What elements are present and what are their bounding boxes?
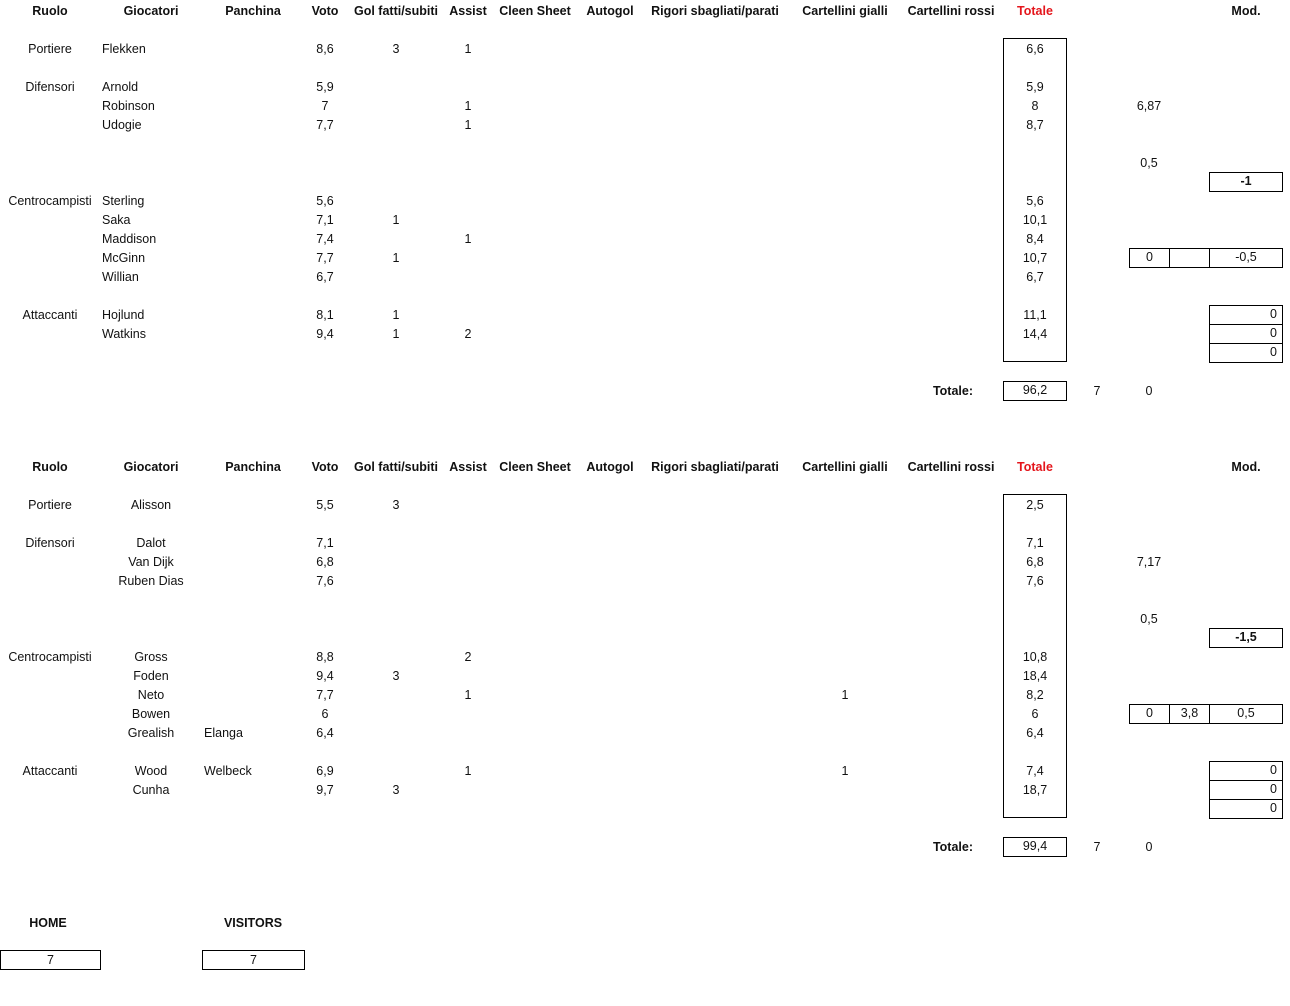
header-gol: Gol fatti/subiti <box>353 460 439 474</box>
assist-value: 1 <box>464 42 472 56</box>
player-name: Neto <box>137 688 165 702</box>
visitors-score: 7 <box>250 953 257 967</box>
gol-value: 1 <box>392 308 400 322</box>
header-totale: Totale <box>1017 4 1053 18</box>
assist-value <box>449 496 487 515</box>
gialli-value <box>792 97 898 116</box>
totale-value: 7,4 <box>1026 764 1044 778</box>
bench-player <box>204 211 304 230</box>
mid-mod-value: -0,5 <box>1235 250 1257 264</box>
gialli-value <box>792 724 898 743</box>
voto-value: 8,1 <box>316 308 334 322</box>
totale-value: 14,4 <box>1022 327 1048 341</box>
totale-value: 2,5 <box>1026 498 1044 512</box>
defense-average: 7,17 <box>1136 555 1162 569</box>
header-panchina: Panchina <box>225 4 281 18</box>
gol-value: 1 <box>392 213 400 227</box>
voto-value: 7,1 <box>316 213 334 227</box>
gialli-value <box>792 40 898 59</box>
header-rossi: Cartellini rossi <box>907 460 995 474</box>
bench-player <box>204 667 304 686</box>
attack-mod-value: 0 <box>1270 801 1277 815</box>
totale-value: 6,8 <box>1026 555 1044 569</box>
role-label-attaccanti: Attaccanti <box>22 764 78 778</box>
header-cleen: Cleen Sheet <box>499 4 571 18</box>
mid-value-b <box>1169 248 1210 267</box>
bench-player <box>204 705 304 724</box>
gialli-value <box>792 572 898 591</box>
header-rossi: Cartellini rossi <box>907 4 995 18</box>
bench-player <box>204 306 304 325</box>
gol-value: 3 <box>392 783 400 797</box>
player-name: Bowen <box>131 707 171 721</box>
header-mod: Mod. <box>1231 460 1261 474</box>
voto-value: 6,4 <box>316 726 334 740</box>
role-label-attaccanti: Attaccanti <box>22 308 78 322</box>
player-name: McGinn <box>102 251 146 265</box>
gialli-value <box>792 781 898 800</box>
voto-value: 6 <box>321 707 329 721</box>
attack-mod-value: 0 <box>1270 763 1277 777</box>
bench-player <box>204 40 304 59</box>
role-label-difensori: Difensori <box>25 536 75 550</box>
gialli-value <box>792 496 898 515</box>
player-name: Ruben Dias <box>118 574 184 588</box>
gialli-value <box>792 648 898 667</box>
gol-value <box>348 97 444 116</box>
voto-value: 9,4 <box>316 669 334 683</box>
player-name: Van Dijk <box>128 555 174 569</box>
gol-value: 3 <box>392 498 400 512</box>
player-name: Udogie <box>102 118 142 132</box>
header-voto: Voto <box>311 460 339 474</box>
header-giocatori: Giocatori <box>123 4 179 18</box>
assist-value <box>449 553 487 572</box>
voto-value: 6,7 <box>316 270 334 284</box>
header-gialli: Cartellini gialli <box>802 4 888 18</box>
team-score: 7 <box>1093 384 1101 398</box>
header-panchina: Panchina <box>225 460 281 474</box>
totale-value: 8,4 <box>1026 232 1044 246</box>
header-autogol: Autogol <box>586 460 634 474</box>
totale-value: 6,4 <box>1026 726 1044 740</box>
role-label-centrocampisti: Centrocampisti <box>8 650 92 664</box>
bench-player <box>204 97 304 116</box>
bench-player <box>204 268 304 287</box>
mod-defense-value: -1 <box>1240 174 1252 188</box>
gol-value <box>348 116 444 135</box>
header-voto: Voto <box>311 4 339 18</box>
visitors-score-cell[interactable] <box>202 950 305 970</box>
bench-player <box>204 686 304 705</box>
player-name: Maddison <box>102 232 157 246</box>
voto-value: 7,1 <box>316 536 334 550</box>
defense-bonus: 0,5 <box>1140 612 1158 626</box>
team-extra: 0 <box>1145 384 1153 398</box>
voto-value: 7,6 <box>316 574 334 588</box>
mid-value-b: 3,8 <box>1180 706 1199 720</box>
gialli-value: 1 <box>841 764 849 778</box>
gialli-value <box>792 268 898 287</box>
totale-value: 7,1 <box>1026 536 1044 550</box>
bench-player <box>204 534 304 553</box>
home-score-cell[interactable] <box>0 950 101 970</box>
player-name: Hojlund <box>102 308 145 322</box>
player-name: Dalot <box>136 536 166 550</box>
bench-player <box>204 496 304 515</box>
gialli-value <box>792 78 898 97</box>
totale-value: 5,9 <box>1026 80 1044 94</box>
mid-value-a: 0 <box>1146 706 1153 720</box>
header-rigori: Rigori sbagliati/parati <box>651 4 779 18</box>
voto-value: 7,7 <box>316 688 334 702</box>
header-gol: Gol fatti/subiti <box>353 4 439 18</box>
attack-mod-value: 0 <box>1270 326 1277 340</box>
role-label-portiere: Portiere <box>28 498 72 512</box>
assist-value <box>449 572 487 591</box>
player-name: Flekken <box>102 42 146 56</box>
gol-value <box>348 572 444 591</box>
assist-value: 2 <box>464 650 472 664</box>
header-giocatori: Giocatori <box>123 460 179 474</box>
assist-value <box>449 211 487 230</box>
gialli-value <box>792 705 898 724</box>
voto-value: 9,4 <box>316 327 334 341</box>
bench-player <box>204 781 304 800</box>
totale-column-box <box>1003 38 1067 362</box>
gialli-value <box>792 325 898 344</box>
gol-value <box>348 724 444 743</box>
totale-value: 10,7 <box>1022 251 1048 265</box>
gol-value <box>348 534 444 553</box>
voto-value: 7,7 <box>316 251 334 265</box>
gialli-value <box>792 553 898 572</box>
header-ruolo: Ruolo <box>32 4 68 18</box>
totale-value: 7,6 <box>1026 574 1044 588</box>
totale-value: 6,6 <box>1026 42 1044 56</box>
bench-player: Welbeck <box>204 764 252 778</box>
gol-value <box>348 686 444 705</box>
voto-value: 6,9 <box>316 764 334 778</box>
totale-value: 6,7 <box>1026 270 1044 284</box>
totale-value: 8,7 <box>1026 118 1044 132</box>
player-name: Willian <box>102 270 139 284</box>
assist-value <box>449 724 487 743</box>
totale-value: 8 <box>1031 99 1039 113</box>
header-rigori: Rigori sbagliati/parati <box>651 460 779 474</box>
assist-value <box>449 781 487 800</box>
totale-value: 11,1 <box>1023 308 1047 322</box>
gialli-value: 1 <box>841 688 849 702</box>
role-label-portiere: Portiere <box>28 42 72 56</box>
gol-value <box>348 705 444 724</box>
assist-value <box>449 705 487 724</box>
bench-player <box>204 648 304 667</box>
gol-value: 1 <box>392 251 400 265</box>
attack-mod-value: 0 <box>1270 782 1277 796</box>
gol-value <box>348 553 444 572</box>
header-ruolo: Ruolo <box>32 460 68 474</box>
gol-value <box>348 268 444 287</box>
totale-value: 10,1 <box>1022 213 1048 227</box>
assist-value <box>449 534 487 553</box>
gol-value: 3 <box>392 669 400 683</box>
gialli-value <box>792 192 898 211</box>
header-mod: Mod. <box>1231 4 1261 18</box>
bench-player <box>204 572 304 591</box>
totale-sum-value: 96,2 <box>1022 383 1048 397</box>
player-name: Grealish <box>127 726 175 740</box>
totale-value: 18,4 <box>1022 669 1048 683</box>
bench-player <box>204 553 304 572</box>
gol-value <box>348 648 444 667</box>
player-name: Watkins <box>102 327 146 341</box>
assist-value: 1 <box>464 764 472 778</box>
totale-value: 10,8 <box>1022 650 1048 664</box>
gialli-value <box>792 667 898 686</box>
bench-player <box>204 325 304 344</box>
defense-bonus: 0,5 <box>1140 156 1158 170</box>
home-label: HOME <box>29 916 67 930</box>
gol-value: 3 <box>392 42 400 56</box>
assist-value <box>449 306 487 325</box>
assist-value: 2 <box>464 327 472 341</box>
bench-player <box>204 116 304 135</box>
gol-value: 1 <box>392 327 400 341</box>
header-cleen: Cleen Sheet <box>499 460 571 474</box>
player-name: Arnold <box>102 80 139 94</box>
assist-value <box>449 78 487 97</box>
assist-value: 1 <box>464 688 472 702</box>
assist-value <box>449 249 487 268</box>
voto-value: 8,8 <box>316 650 334 664</box>
gialli-value <box>792 306 898 325</box>
header-totale: Totale <box>1017 460 1053 474</box>
gol-value <box>348 192 444 211</box>
totale-value: 6 <box>1031 707 1039 721</box>
bench-player <box>204 78 304 97</box>
assist-value <box>449 667 487 686</box>
bench-player <box>204 192 304 211</box>
header-assist: Assist <box>449 460 487 474</box>
mid-mod-value: 0,5 <box>1237 706 1255 720</box>
assist-value: 1 <box>464 99 472 113</box>
home-score: 7 <box>47 953 54 967</box>
voto-value: 5,9 <box>316 80 334 94</box>
player-name: Alisson <box>130 498 172 512</box>
gialli-value <box>792 211 898 230</box>
gialli-value <box>792 534 898 553</box>
role-label-centrocampisti: Centrocampisti <box>8 194 92 208</box>
header-gialli: Cartellini gialli <box>802 460 888 474</box>
attack-mod-value: 0 <box>1270 345 1277 359</box>
voto-value: 9,7 <box>316 783 334 797</box>
assist-value <box>449 268 487 287</box>
team-score: 7 <box>1093 840 1101 854</box>
gialli-value <box>792 116 898 135</box>
team-extra: 0 <box>1145 840 1153 854</box>
voto-value: 6,8 <box>316 555 334 569</box>
player-name: Saka <box>102 213 131 227</box>
voto-value: 5,5 <box>316 498 334 512</box>
role-label-difensori: Difensori <box>25 80 75 94</box>
attack-mod-value: 0 <box>1270 307 1277 321</box>
gol-value <box>348 762 444 781</box>
header-autogol: Autogol <box>586 4 634 18</box>
totale-column-box <box>1003 494 1067 818</box>
assist-value: 1 <box>464 118 472 132</box>
totale-value: 18,7 <box>1022 783 1048 797</box>
totale-label: Totale: <box>932 384 973 398</box>
player-name: Gross <box>134 650 168 664</box>
bench-player: Elanga <box>204 726 243 740</box>
defense-average: 6,87 <box>1136 99 1162 113</box>
totale-label: Totale: <box>932 840 973 854</box>
bench-player <box>204 230 304 249</box>
mid-value-a: 0 <box>1146 250 1153 264</box>
assist-value <box>449 192 487 211</box>
gialli-value <box>792 249 898 268</box>
player-name: Sterling <box>102 194 145 208</box>
header-assist: Assist <box>449 4 487 18</box>
gol-value <box>348 78 444 97</box>
bench-player <box>204 249 304 268</box>
voto-value: 7,4 <box>316 232 334 246</box>
voto-value: 7 <box>321 99 329 113</box>
voto-value: 5,6 <box>316 194 334 208</box>
totale-sum-value: 99,4 <box>1022 839 1048 853</box>
player-name: Cunha <box>132 783 170 797</box>
visitors-label: VISITORS <box>223 916 283 930</box>
voto-value: 8,6 <box>316 42 334 56</box>
player-name: Robinson <box>102 99 155 113</box>
gialli-value <box>792 230 898 249</box>
player-name: Foden <box>133 669 169 683</box>
totale-value: 8,2 <box>1026 688 1044 702</box>
totale-value: 5,6 <box>1026 194 1044 208</box>
voto-value: 7,7 <box>316 118 334 132</box>
assist-value: 1 <box>464 232 472 246</box>
mod-defense-value: -1,5 <box>1235 630 1257 644</box>
gol-value <box>348 230 444 249</box>
player-name: Wood <box>134 764 168 778</box>
